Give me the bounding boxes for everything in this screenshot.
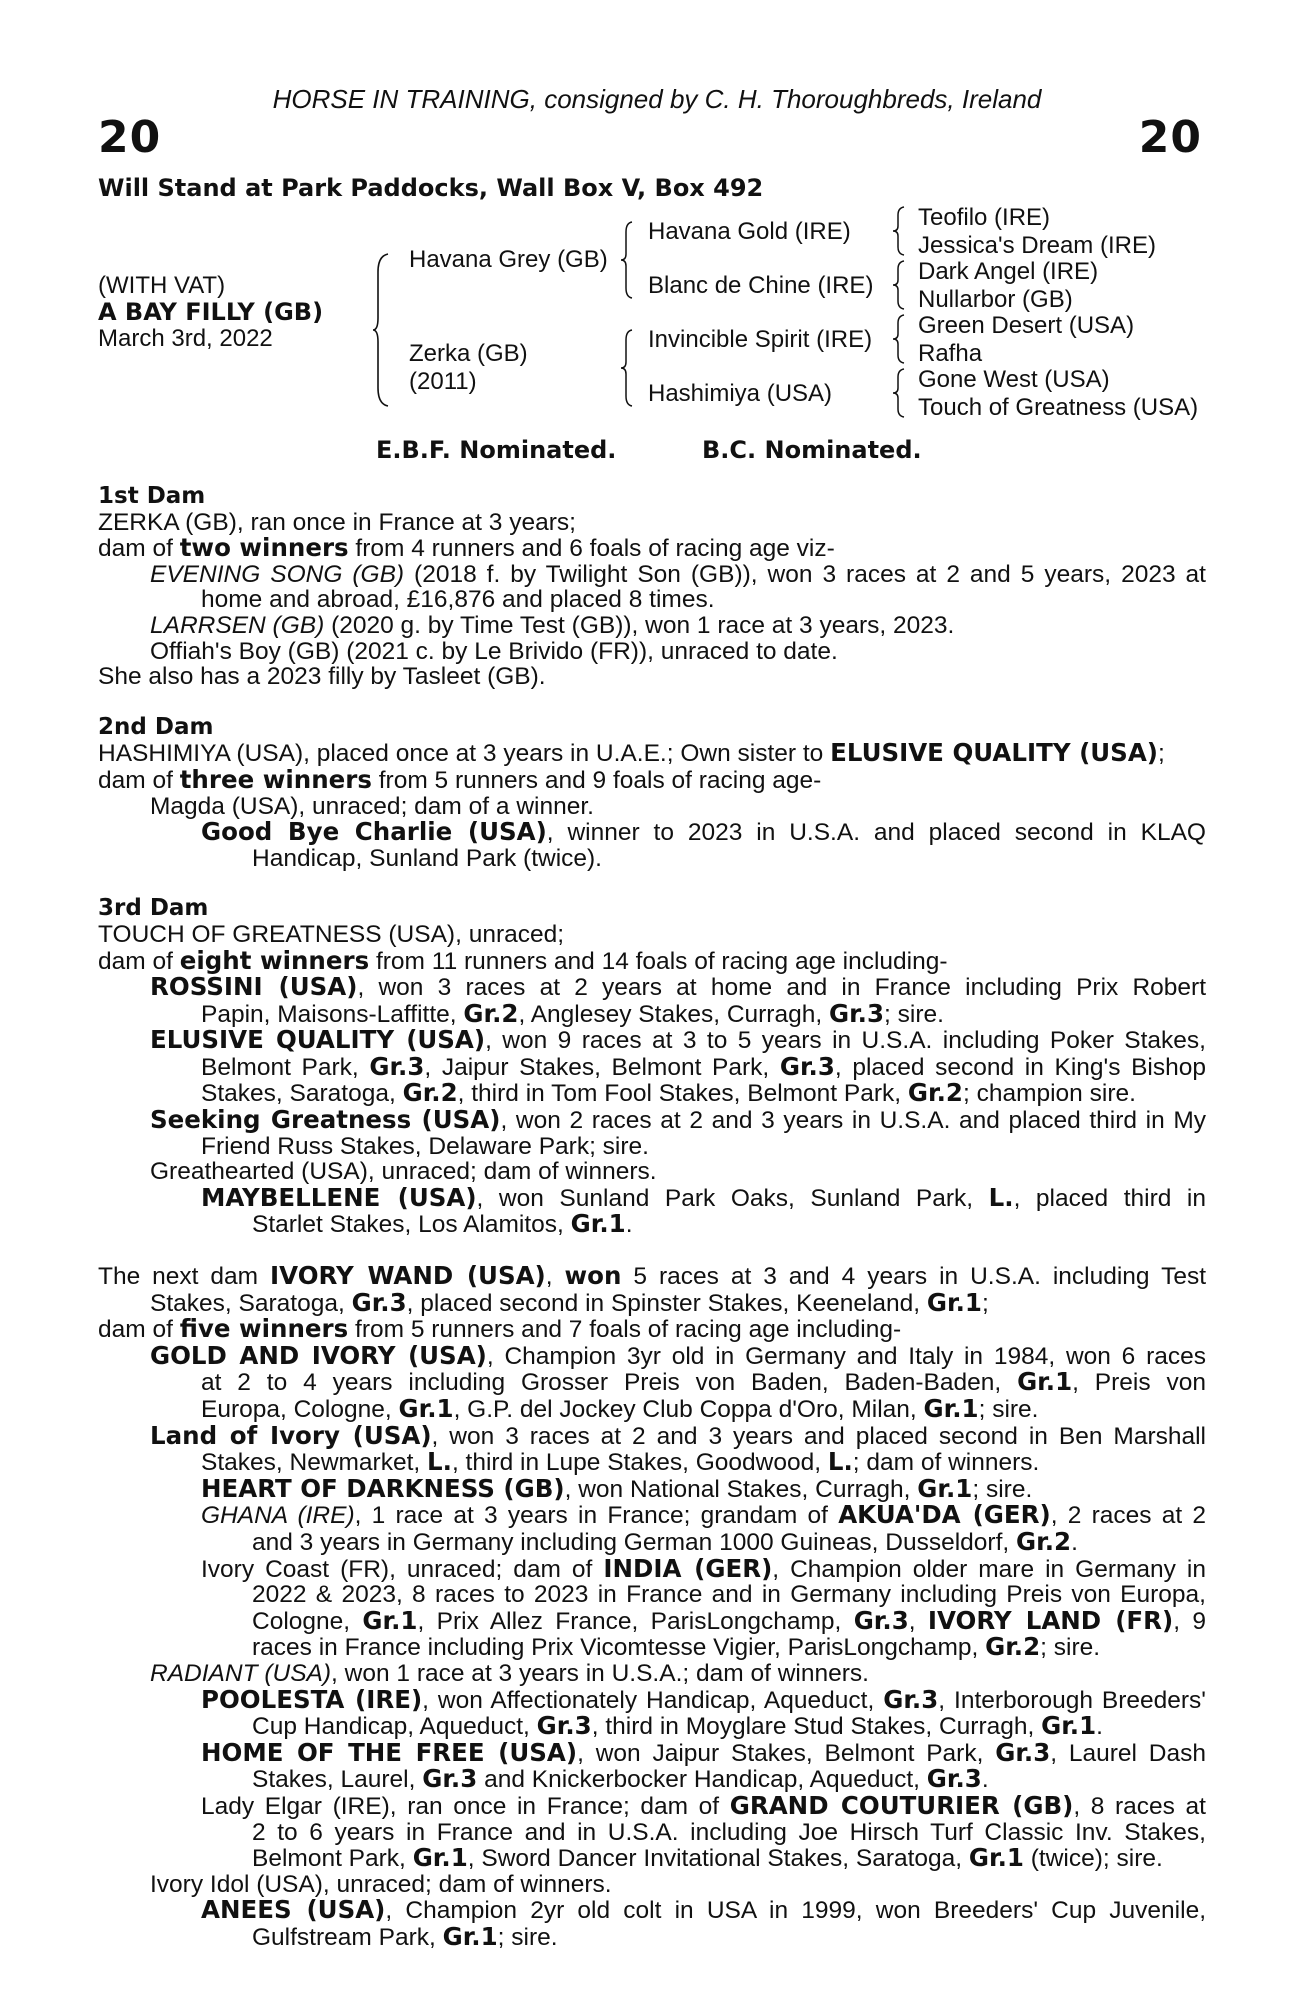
consignor-header: HORSE IN TRAINING, consigned by C. H. Thoroughbreds, Ireland (272, 84, 1042, 114)
grand-brace-2 (892, 259, 906, 311)
produce-entry: Land of Ivory (USA), won 3 races at 2 and 3 years and placed second in Ben Marshall (150, 1420, 1207, 1450)
dam-name: Zerka (GB) (409, 340, 528, 367)
grand-brace-4 (892, 367, 906, 419)
lot-number-left: 20 (98, 112, 162, 163)
next-dam-section (98, 1263, 1206, 1950)
produce-entry-cont: Stakes, Saratoga, Gr.2, third in Tom Fool Stakes, Belmont Park, Gr.2; champion sire. (201, 1078, 1136, 1108)
produce-entry: RADIANT (USA), won 1 race at 3 years in U.S.A.; dam of winners. (150, 1659, 869, 1687)
dam-summary: TOUCH OF GREATNESS (USA), unraced; (98, 920, 565, 948)
produce-entry-cont: Handicap, Sunland Park (twice). (252, 844, 602, 872)
dam-sire: Invincible Spirit (IRE) (648, 326, 873, 353)
produce-entry: Ivory Idol (USA), unraced; dam of winners. (150, 1870, 612, 1898)
sire-sire: Havana Gold (IRE) (648, 218, 851, 245)
produce-entry: POOLESTA (IRE), won Affectionately Handicap, Aqueduct, Gr.3, Interborough Breeders' (201, 1684, 1206, 1714)
vat-note: (WITH VAT) (98, 272, 226, 299)
produce-entry: GOLD AND IVORY (USA), Champion 3yr old in Germany and Italy in 1984, won 6 races (150, 1340, 1206, 1370)
granddam-3: Rafha (918, 340, 983, 367)
sire-name: Havana Grey (GB) (409, 246, 608, 273)
second-dam-section (98, 715, 1206, 872)
produce-entry: Seeking Greatness (USA), won 2 races at 2 and 3 years in U.S.A. and placed third in My (150, 1105, 1206, 1135)
horse-name: A BAY FILLY (GB) (98, 298, 324, 326)
bc-nomination: B.C. Nominated. (702, 436, 922, 464)
sire-dam: Blanc de Chine (IRE) (648, 272, 874, 299)
produce-entry: LARRSEN (GB) (2020 g. by Time Test (GB)), won 1 race at 3 years, 2023. (150, 611, 955, 639)
granddam-4: Touch of Greatness (USA) (918, 394, 1199, 421)
produce-entry-cont: Friend Russ Stakes, Delaware Park; sire. (201, 1132, 649, 1160)
grandsire-4: Gone West (USA) (918, 366, 1110, 393)
section-heading: 1st Dam (98, 483, 206, 509)
produce-entry-cont: Stakes, Laurel, Gr.3 and Knickerbocker Handicap, Aqueduct, Gr.3. (252, 1764, 989, 1794)
produce-entry-cont: home and abroad, £16,876 and placed 8 times. (201, 586, 715, 614)
produce-entry: Ivory Coast (FR), unraced; dam of INDIA (GER), Champion older mare in Germany in (201, 1553, 1207, 1583)
produce-entry: EVENING SONG (GB) (2018 f. by Twilight Son (GB)), won 3 races at 2 and 5 years, 2023 at (150, 560, 1206, 588)
dam-summary: ZERKA (GB), ran once in France at 3 years; (98, 508, 576, 536)
produce-entry: MAYBELLENE (USA), won Sunland Park Oaks, Sunland Park, L., placed third in (201, 1182, 1206, 1212)
produce-entry-cont: Europa, Cologne, Gr.1, G.P. del Jockey Club Coppa d'Oro, Milan, Gr.1; sire. (201, 1394, 1039, 1423)
produce-entry-cont: Papin, Maisons-Laffitte, Gr.2, Anglesey Stakes, Curragh, Gr.3; sire. (201, 998, 944, 1028)
produce-entry: ELUSIVE QUALITY (USA), won 9 races at 3 to 5 years in U.S.A. including Poker Stakes, (150, 1025, 1206, 1055)
produce-entry-cont: Belmont Park, Gr.1, Sword Dancer Invitational Stakes, Saratoga, Gr.1 (twice); sire. (252, 1843, 1163, 1873)
produce-entry: ANEES (USA), Champion 2yr old colt in USA in 1999, won Breeders' Cup Juvenile, (201, 1895, 1206, 1925)
produce-entry-cont: Gulfstream Park, Gr.1; sire. (252, 1921, 558, 1951)
produce-entry-cont: and 3 years in Germany including German 1000 Guineas, Dusseldorf, Gr.2. (252, 1526, 1078, 1556)
produce-entry: Lady Elgar (IRE), ran once in France; dam of GRAND COUTURIER (GB), 8 races at (201, 1790, 1206, 1820)
third-dam-section (98, 896, 1206, 1238)
produce-entry-cont: Cologne, Gr.1, Prix Allez France, ParisLongchamp, Gr.3, IVORY LAND (FR), 9 (252, 1605, 1206, 1635)
dam-dam: Hashimiya (USA) (648, 380, 833, 407)
first-dam-section (98, 484, 1206, 690)
produce-entry-cont: Belmont Park, Gr.3, Jaipur Stakes, Belmont Park, Gr.3, placed second in King's Bishop (201, 1051, 1206, 1081)
produce-summary: dam of eight winners from 11 runners and 14 foals of racing age including- (98, 945, 948, 975)
produce-entry: ROSSINI (USA), won 3 races at 2 years at home and in France including Prix Robert (150, 972, 1207, 1002)
produce-summary: dam of five winners from 5 runners and 7 foals of racing age including- (98, 1314, 902, 1344)
grandsire-2: Dark Angel (IRE) (918, 258, 1099, 285)
ebf-nomination: E.B.F. Nominated. (376, 436, 617, 464)
grandsire-1: Teofilo (IRE) (918, 204, 1051, 231)
produce-entry: Good Bye Charlie (USA), winner to 2023 in U.S.A. and placed second in KLAQ (201, 817, 1206, 847)
section-heading: 3rd Dam (98, 895, 209, 922)
grandsire-3: Green Desert (USA) (918, 312, 1135, 339)
stabling-location: Will Stand at Park Paddocks, Wall Box V, Box 492 (98, 174, 764, 202)
dam-year: (2011) (409, 368, 477, 395)
sire-parents-brace (620, 220, 634, 300)
lot-number-right: 20 (1138, 112, 1202, 163)
produce-entry: HEART OF DARKNESS (GB), won National Stakes, Curragh, Gr.1; sire. (201, 1473, 1033, 1503)
granddam-2: Nullarbor (GB) (918, 286, 1073, 313)
dam-summary: HASHIMIYA (USA), placed once at 3 years in U.A.E.; Own sister to ELUSIVE QUALITY (USA); (98, 738, 1165, 768)
sire-dam-brace (372, 252, 390, 408)
produce-note: She also has a 2023 filly by Tasleet (GB). (98, 663, 546, 691)
produce-entry-cont: at 2 to 4 years including Grosser Preis von Baden, Baden-Baden, Gr.1, Preis von (201, 1367, 1206, 1397)
produce-entry-cont: Cup Handicap, Aqueduct, Gr.3, third in Moyglare Stud Stakes, Curragh, Gr.1. (252, 1711, 1103, 1741)
dam-summary-cont: Stakes, Saratoga, Gr.3, placed second in Spinster Stakes, Keeneland, Gr.1; (150, 1287, 989, 1317)
section-heading: 2nd Dam (98, 713, 214, 740)
produce-summary: dam of two winners from 4 runners and 6 foals of racing age viz- (98, 533, 835, 563)
dam-lineage (98, 484, 1206, 1950)
produce-entry-cont: 2 to 6 years in France and in U.S.A. including Joe Hirsch Turf Classic Inv. Stakes, (252, 1818, 1206, 1846)
produce-entry-cont: races in France including Prix Vicomtesse Vigier, ParisLongchamp, Gr.2; sire. (252, 1632, 1101, 1662)
produce-entry-cont: 2022 & 2023, 8 races to 2023 in France and in Germany including Preis von Europa, (252, 1581, 1206, 1609)
date-of-birth: March 3rd, 2022 (98, 325, 273, 352)
produce-entry: Offiah's Boy (GB) (2021 c. by Le Brivido (FR)), unraced to date. (150, 637, 838, 665)
dam-summary: The next dam IVORY WAND (USA), won 5 races at 3 and 4 years in U.S.A. including Test (98, 1261, 1206, 1291)
produce-entry: HOME OF THE FREE (USA), won Jaipur Stakes, Belmont Park, Gr.3, Laurel Dash (201, 1737, 1206, 1767)
granddam-1: Jessica's Dream (IRE) (918, 232, 1156, 259)
produce-entry: Magda (USA), unraced; dam of a winner. (150, 792, 594, 820)
produce-entry: GHANA (IRE), 1 race at 3 years in France; grandam of AKUA'DA (GER), 2 races at 2 (201, 1500, 1206, 1530)
produce-summary: dam of three winners from 5 runners and 9 foals of racing age- (98, 764, 822, 794)
dam-parents-brace (620, 328, 634, 408)
grand-brace-3 (892, 313, 906, 365)
produce-entry-cont: Stakes, Newmarket, L., third in Lupe Stakes, Goodwood, L.; dam of winners. (201, 1447, 1040, 1477)
produce-entry: Greathearted (USA), unraced; dam of winners. (150, 1158, 657, 1186)
grand-brace-1 (892, 205, 906, 257)
produce-entry-cont: Starlet Stakes, Los Alamitos, Gr.1. (252, 1209, 633, 1239)
